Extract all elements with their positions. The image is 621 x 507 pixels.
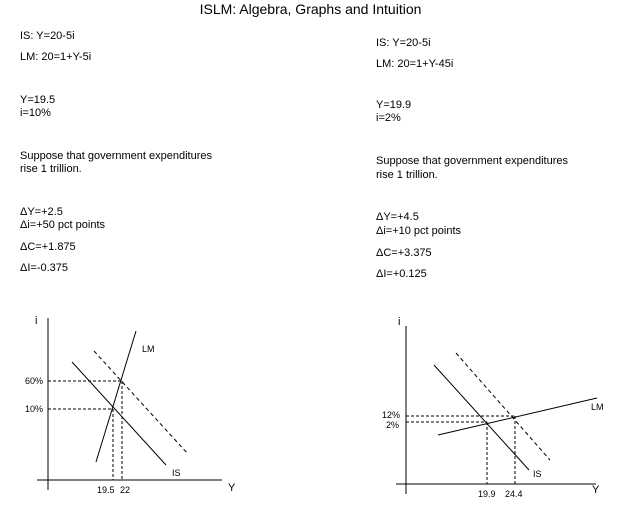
left-equilibrium-i: i=10%	[20, 107, 51, 119]
right-delta-y: ΔY=+4.5	[376, 211, 419, 223]
left-lm-label: LM	[142, 344, 155, 354]
left-suppose-line-1: Suppose that government expenditures	[20, 150, 213, 162]
right-delta-c: ΔC=+3.375	[376, 247, 432, 259]
left-suppose-line-2: rise 1 trillion.	[20, 163, 82, 175]
left-is-equation: IS: Y=20-5i	[20, 30, 75, 42]
right-is-equation: IS: Y=20-5i	[376, 37, 431, 49]
left-tick-i-high: 60%	[25, 376, 44, 386]
left-lm-curve	[96, 331, 136, 462]
right-equilibrium-i: i=2%	[376, 112, 401, 124]
left-tick-i-low: 10%	[25, 404, 44, 414]
right-tick-y-2: 24.4	[505, 489, 523, 499]
left-delta-y: ΔY=+2.5	[20, 206, 63, 218]
left-tick-y-2: 22	[120, 485, 131, 495]
right-lm-label: LM	[591, 402, 604, 412]
left-delta-i: Δi=+50 pct points	[20, 219, 106, 231]
left-delta-investment: ΔI=-0.375	[20, 262, 69, 274]
left-x-axis-label: Y	[228, 482, 236, 494]
left-is-label: IS	[172, 468, 181, 478]
right-tick-i-low: 2%	[386, 420, 400, 430]
right-delta-i: Δi=+10 pct points	[376, 225, 462, 237]
right-is-curve-shifted	[456, 353, 550, 460]
right-delta-investment: ΔI=+0.125	[376, 268, 427, 280]
right-islm-graph	[396, 326, 597, 494]
right-suppose-line-1: Suppose that government expenditures	[376, 155, 569, 167]
left-equilibrium-y: Y=19.5	[20, 94, 56, 106]
left-lm-equation: LM: 20=1+Y-5i	[20, 51, 92, 63]
right-tick-y-1: 19.9	[478, 489, 496, 499]
left-islm-graph	[37, 318, 222, 490]
left-is-curve-shifted	[94, 351, 188, 454]
right-equilibrium-y: Y=19.9	[376, 99, 412, 111]
right-tick-i-high: 12%	[382, 410, 401, 420]
right-suppose-line-2: rise 1 trillion.	[376, 169, 438, 181]
right-lm-equation: LM: 20=1+Y-45i	[376, 58, 454, 70]
right-y-axis-label: i	[398, 316, 401, 328]
right-x-axis-label: Y	[592, 484, 600, 496]
left-delta-c: ΔC=+1.875	[20, 241, 76, 253]
left-is-curve-original	[72, 362, 166, 465]
left-tick-y-1: 19.5	[97, 485, 115, 495]
right-is-label: IS	[533, 469, 542, 479]
page-title: ISLM: Algebra, Graphs and Intuition	[199, 1, 422, 17]
left-y-axis-label: i	[35, 315, 38, 327]
